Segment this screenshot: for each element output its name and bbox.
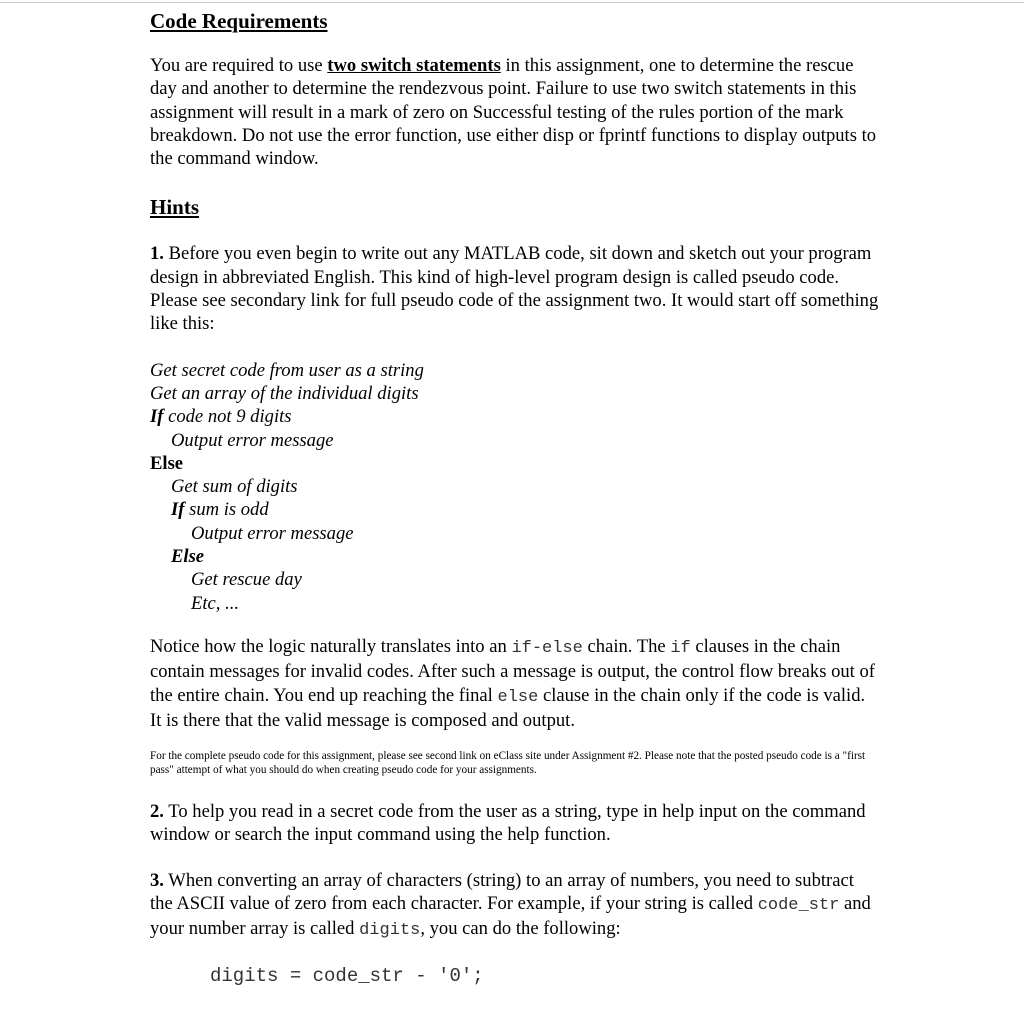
- document-page: [150, 8, 880, 988]
- pseudo-line: Output error message: [191, 522, 354, 544]
- pseudo-line: Output error message: [171, 429, 334, 451]
- small-note: For the complete pseudo code for this assignment, please see second link on eClass site under Assignment #2. Please note that the posted pseudo code is a "first pass" attempt of what you should do when creating pseudo code for your assignments.: [150, 750, 866, 777]
- two-switch-emphasis: two switch statements: [327, 55, 501, 76]
- pseudo-line: If code not 9 digits: [150, 406, 292, 428]
- notice-paragraph: Notice how the logic naturally translates into an if-else chain. The if clauses in the chain contain messages for invalid codes. After such a message is output, the control flow breaks out of the entire chain. You end up reaching the final else clause in the chain only if the code is valid. It is there that the valid message is composed and output.: [150, 635, 875, 731]
- pseudo-line: If sum is odd: [171, 499, 269, 521]
- code-requirements-paragraph: You are required to use two switch statements in this assignment, one to determine the rescue day and another to determine the rendezvous point. Failure to use two switch statements in this assignment will result in a mark of zero on Successful testing of the rules portion of the mark breakdown. Do not use the error function, use either disp or fprintf functions to display outputs to the command window.: [150, 55, 877, 170]
- inline-code: else: [497, 687, 539, 707]
- code-example: digits = code_str - '0';: [210, 964, 484, 987]
- pseudo-line: Get an array of the individual digits: [150, 382, 419, 404]
- hint-3: 3. When converting an array of characters (string) to an array of numbers, you need to subtract the ASCII value of zero from each character. For example, if your string is called code_str and your number array is called digits, you can do the following:: [150, 869, 871, 941]
- code-requirements-heading: Code Requirements: [150, 9, 328, 33]
- pseudo-line: Else: [150, 452, 184, 474]
- top-divider: [0, 2, 1024, 3]
- pseudo-line: Get secret code from user as a string: [150, 359, 424, 381]
- hint-2: 2. To help you read in a secret code from the user as a string, type in help input on the command window or search the input command using the help function.: [150, 801, 866, 846]
- pseudo-line: Get rescue day: [191, 569, 302, 591]
- pseudo-code-block: [150, 359, 880, 615]
- pseudo-line: Else: [171, 546, 205, 568]
- pseudo-line: Get sum of digits: [171, 476, 298, 498]
- inline-code: if: [670, 638, 691, 658]
- hints-heading: Hints: [150, 195, 200, 220]
- inline-code: if-else: [511, 638, 583, 658]
- pseudo-line: Etc, ...: [191, 592, 240, 614]
- inline-code: digits: [359, 921, 421, 941]
- inline-code: code_str: [757, 896, 840, 916]
- hint-1: 1. Before you even begin to write out any MATLAB code, sit down and sketch out your program design in abbreviated English. This kind of high-level program design is called pseudo code. Please see secondary link for full pseudo code of the assignment two. It would start off something like this:: [150, 243, 879, 335]
